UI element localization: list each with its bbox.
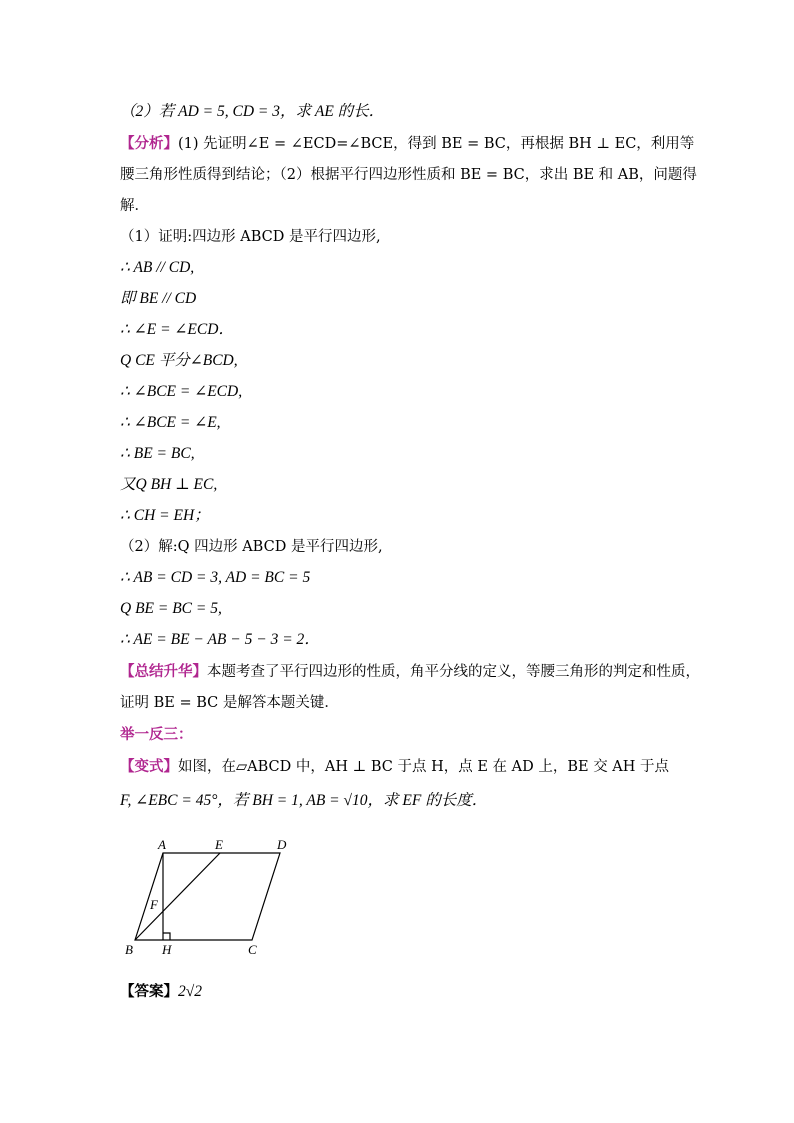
summary-line-1: 【总结升华】本题考查了平行四边形的性质，角平分线的定义，等腰三角形的判定和性质，	[120, 664, 700, 680]
analysis-line-2: 腰三角形性质得到结论；（2）根据平行四边形性质和 BE = BC，求出 BE 和 AB，问题得	[120, 167, 697, 183]
right-angle-mark	[163, 933, 170, 940]
analysis-line-3: 解．	[120, 198, 149, 214]
label-h: H	[162, 942, 172, 957]
analysis-line-1: 【分析】(1) 先证明∠E = ∠ECD=∠BCE，得到 BE = BC，再根据 BH ⊥ EC，利用等	[120, 136, 695, 152]
label-e: E	[215, 837, 223, 852]
proof-line-8: ∴ BE = BC,	[120, 445, 195, 462]
segment-be	[135, 853, 220, 940]
practice-heading: 举一反三：	[120, 727, 193, 743]
proof-line-13: Q BE = BC = 5,	[120, 600, 222, 617]
label-a: A	[158, 837, 166, 852]
proof-line-9: 又Q BH ⊥ EC,	[120, 476, 218, 493]
proof-line-3: 即 BE // CD	[120, 290, 197, 307]
proof-line-6: ∴ ∠BCE = ∠ECD,	[120, 383, 243, 400]
label-d: D	[277, 837, 287, 852]
proof-line-2: ∴ AB // CD,	[120, 259, 195, 276]
answer-line	[120, 982, 202, 1002]
variant-line-1: 【变式】如图，在▱ABCD 中，AH ⊥ BC 于点 H，点 E 在 AD 上，BE 交 AH 于点	[120, 759, 670, 775]
answer-value: 2√2	[178, 983, 203, 1000]
label-b: B	[125, 942, 133, 957]
parallelogram-figure	[120, 835, 300, 965]
variant-tag: 【变式】	[120, 759, 178, 775]
summary-tag: 【总结升华】	[120, 664, 207, 680]
proof-line-7: ∴ ∠BCE = ∠E,	[120, 414, 221, 431]
analysis-tag: 【分析】	[120, 136, 178, 152]
proof-line-4: ∴ ∠E = ∠ECD．	[120, 321, 234, 338]
variant-line-2: F, ∠EBC = 45°，若 BH = 1, AB = √10，求 EF 的长度．	[120, 792, 488, 809]
label-c: C	[248, 942, 257, 957]
summary-line-2: 证明 BE = BC 是解答本题关键．	[120, 695, 339, 711]
label-f: F	[150, 897, 158, 912]
proof-line-11: （2）解:Q 四边形 ABCD 是平行四边形,	[120, 539, 383, 555]
proof-line-10: ∴ CH = EH；	[120, 507, 210, 524]
parallelogram-diagram	[120, 835, 300, 965]
proof-line-12: ∴ AB = CD = 3, AD = BC = 5	[120, 569, 311, 586]
answer-tag: 【答案】	[120, 984, 178, 1000]
question-part-2: （2）若 AD = 5, CD = 3，求 AE 的长．	[120, 103, 385, 120]
proof-line-1: （1）证明:四边形 ABCD 是平行四边形,	[120, 229, 381, 245]
proof-line-5: Q CE 平分∠BCD,	[120, 352, 238, 369]
proof-line-14: ∴ AE = BE − AB − 5 − 3 = 2．	[120, 631, 320, 648]
